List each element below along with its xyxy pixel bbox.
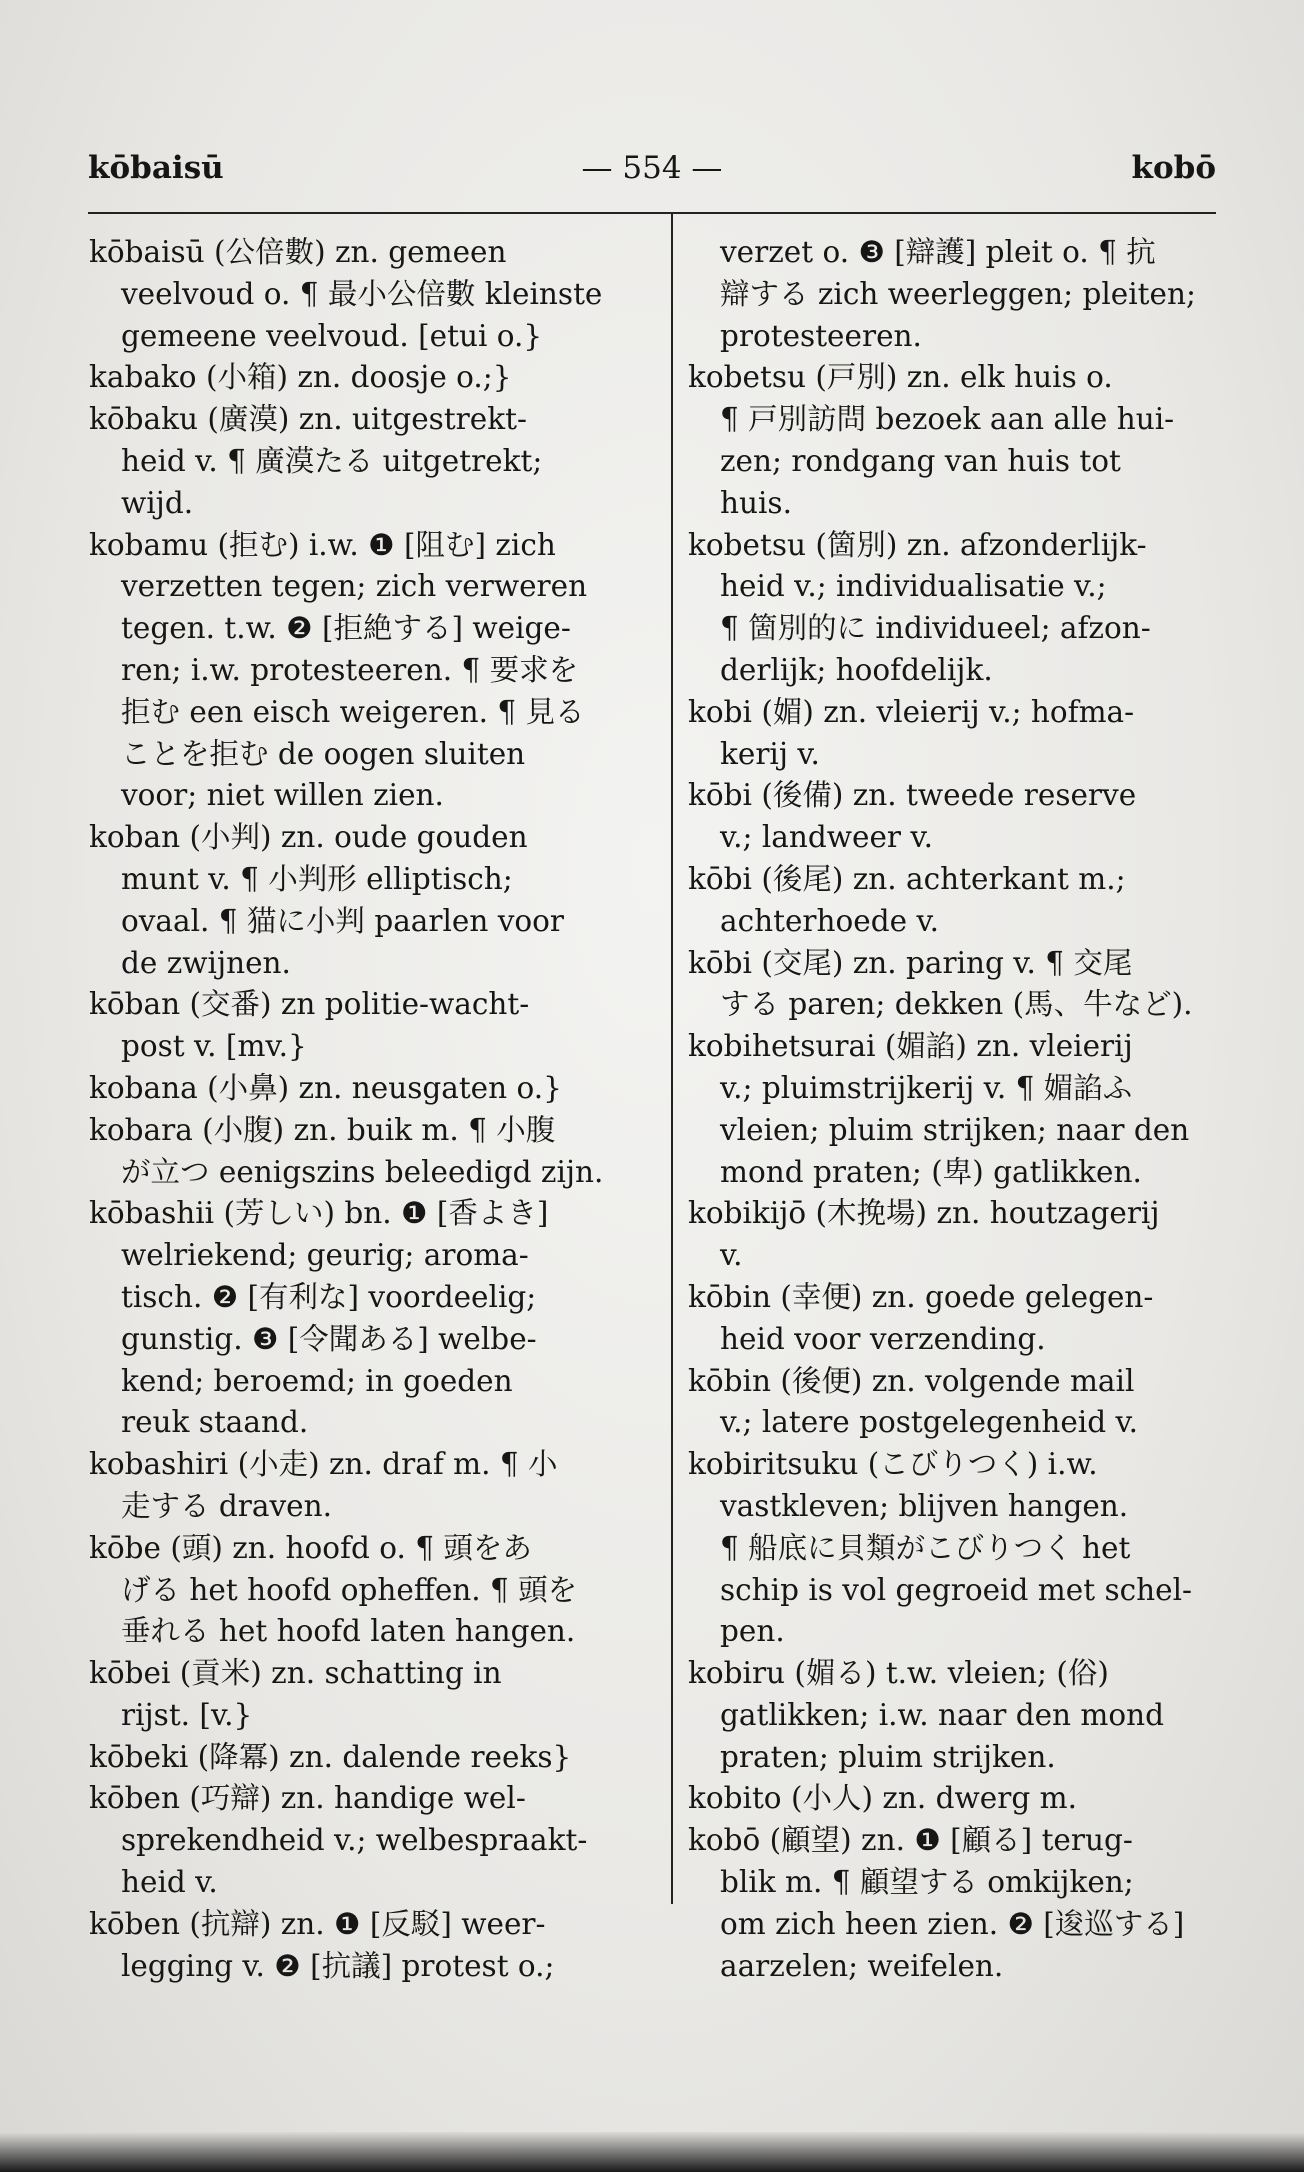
entry-text-line: gunstig. ❸ [令聞ある] welbe-: [121, 1321, 537, 1356]
entry-text-line: zen; rondgang van huis tot: [720, 443, 1121, 478]
entry-text-line: aarzelen; weifelen.: [720, 1948, 1004, 1983]
entry-headword-line: kobi (媚) zn. vleierij v.; hofma-: [688, 694, 1135, 729]
entry-text-line: verzet o. ❸ [辯護] pleit o. ¶ 抗: [720, 235, 1156, 269]
entry-text-line: kerij v.: [720, 736, 820, 771]
entry-headword-line: kobiritsuku (こびりつく) i.w.: [688, 1447, 1098, 1482]
entry-text-line: vleien; pluim strijken; naar den: [720, 1112, 1190, 1147]
entry-text-line: praten; pluim strijken.: [720, 1739, 1056, 1774]
entry-text-line: vastkleven; blijven hangen.: [720, 1488, 1129, 1523]
entry-text-line: v.; pluimstrijkerij v. ¶ 媚諂ふ: [720, 1070, 1133, 1105]
entry-text-line: welriekend; geurig; aroma-: [121, 1238, 529, 1273]
entry-text-line: ことを拒む de oogen sluiten: [121, 736, 526, 771]
entry-text-line: gemeene veelvoud. [etui o.}: [121, 318, 543, 353]
column-divider: [671, 214, 673, 1904]
entry-headword-line: kabako (小箱) zn. doosje o.;}: [89, 360, 512, 395]
entry-headword-line: kobana (小鼻) zn. neusgaten o.}: [89, 1070, 562, 1105]
entry-text-line: sprekendheid v.; welbespraakt-: [121, 1823, 588, 1858]
entry-text-line: derlijk; hoofdelijk.: [720, 652, 993, 687]
entry-text-line: protesteeren.: [720, 318, 922, 353]
entry-headword-line: koban (小判) zn. oude gouden: [89, 820, 528, 855]
page-header: [88, 150, 1216, 200]
entry-headword-line: kobō (顧望) zn. ❶ [顧る] terug-: [688, 1823, 1133, 1858]
entry-text-line: achterhoede v.: [720, 903, 940, 938]
entry-text-line: reuk staand.: [121, 1405, 309, 1440]
entry-headword-line: kōbi (後備) zn. tweede reserve: [688, 778, 1137, 813]
entry-text-line: v.: [720, 1238, 743, 1273]
entry-headword-line: kōbeki (降冪) zn. dalende reeks}: [89, 1739, 572, 1774]
entry-headword-line: kōbi (後尾) zn. achterkant m.;: [688, 861, 1126, 896]
entry-headword-line: kōben (抗辯) zn. ❶ [反駁] weer-: [89, 1906, 546, 1941]
entry-text-line: が立つ eenigszins beleedigd zijn.: [121, 1154, 604, 1189]
entry-text-line: wijd.: [121, 485, 194, 520]
entry-headword-line: kōbashii (芳しい) bn. ❶ [香よき]: [89, 1196, 549, 1231]
entry-text-line: する paren; dekken (馬、牛など).: [720, 987, 1193, 1022]
right-column: [688, 232, 1223, 1987]
entry-headword-line: kobashiri (小走) zn. draf m. ¶ 小: [89, 1447, 558, 1482]
entry-headword-line: kobamu (拒む) i.w. ❶ [阻む] zich: [89, 527, 556, 562]
entry-text-line: ¶ 船底に貝類がこびりつく het: [720, 1530, 1131, 1565]
entry-text-line: 拒む een eisch weigeren. ¶ 見る: [121, 694, 585, 729]
entry-headword-line: kōbaku (廣漠) zn. uitgestrekt-: [89, 402, 527, 437]
header-rule: [88, 212, 1216, 214]
entry-headword-line: kōbaisū (公倍數) zn. gemeen: [89, 235, 507, 269]
entry-headword-line: kobito (小人) zn. dwerg m.: [688, 1781, 1077, 1816]
entry-text-line: heid v.: [121, 1865, 218, 1900]
entry-text-line: legging v. ❷ [抗議] protest o.;: [121, 1948, 555, 1983]
entry-headword-line: kobetsu (箇別) zn. afzonderlijk-: [688, 527, 1147, 562]
entry-text-line: mond praten; (卑) gatlikken.: [720, 1154, 1142, 1189]
entry-text-line: rijst. [v.}: [121, 1697, 253, 1732]
entry-text-line: ovaal. ¶ 猫に小判 paarlen voor: [121, 903, 565, 938]
page-number: — 554 —: [581, 150, 723, 186]
entry-headword-line: kōbei (貢米) zn. schatting in: [89, 1656, 502, 1691]
entry-text-line: ¶ 箇別的に individueel; afzon-: [720, 611, 1151, 646]
entry-headword-line: kobara (小腹) zn. buik m. ¶ 小腹: [89, 1112, 556, 1147]
entry-text-line: heid v. ¶ 廣漠たる uitgetrekt;: [121, 443, 543, 478]
entry-text-line: 走する draven.: [121, 1488, 332, 1523]
entry-text-line: 辯する zich weerleggen; pleiten;: [720, 276, 1196, 311]
entry-text-line: post v. [mv.}: [121, 1029, 307, 1064]
entry-text-line: kend; beroemd; in goeden: [121, 1363, 513, 1398]
entry-text-line: 垂れる het hoofd laten hangen.: [121, 1614, 576, 1649]
header-last-entry: kobō: [1131, 150, 1216, 186]
entry-text-line: v.; landweer v.: [720, 820, 933, 855]
entry-headword-line: kōben (巧辯) zn. handige wel-: [89, 1781, 526, 1816]
entry-headword-line: kobiru (媚る) t.w. vleien; (俗): [688, 1656, 1109, 1691]
entry-headword-line: kobihetsurai (媚諂) zn. vleierij: [688, 1029, 1133, 1064]
entry-headword-line: kobikijō (木挽場) zn. houtzagerij: [688, 1196, 1160, 1231]
entry-text-line: veelvoud o. ¶ 最小公倍數 kleinste: [121, 276, 603, 311]
entry-text-line: げる het hoofd opheffen. ¶ 頭を: [121, 1572, 578, 1607]
entry-text-line: heid v.; individualisatie v.;: [720, 569, 1107, 604]
entry-text-line: ren; i.w. protesteeren. ¶ 要求を: [121, 652, 579, 687]
entry-headword-line: kōbe (頭) zn. hoofd o. ¶ 頭をあ: [89, 1530, 532, 1565]
entry-text-line: de zwijnen.: [121, 945, 291, 980]
entry-text-line: heid voor verzending.: [720, 1321, 1046, 1356]
entry-text-line: voor; niet willen zien.: [121, 778, 444, 813]
header-first-entry: kōbaisū: [88, 150, 224, 186]
entry-text-line: schip is vol gegroeid met schel-: [720, 1572, 1192, 1607]
left-column: [89, 232, 624, 1987]
entry-text-line: munt v. ¶ 小判形 elliptisch;: [121, 861, 513, 896]
entry-text-line: blik m. ¶ 顧望する omkijken;: [720, 1865, 1134, 1900]
entry-text-line: ¶ 戸別訪問 bezoek aan alle hui-: [720, 402, 1175, 437]
entry-text-line: om zich heen zien. ❷ [逡巡する]: [720, 1906, 1185, 1941]
entry-text-line: huis.: [720, 485, 792, 520]
page-bottom-edge: [0, 2132, 1304, 2172]
entry-headword-line: kōbi (交尾) zn. paring v. ¶ 交尾: [688, 945, 1133, 980]
entry-headword-line: kōbin (幸便) zn. goede gelegen-: [688, 1279, 1154, 1314]
entry-text-line: verzetten tegen; zich verweren: [121, 569, 588, 604]
entry-headword-line: kōbin (後便) zn. volgende mail: [688, 1363, 1135, 1398]
entry-headword-line: kobetsu (戸別) zn. elk huis o.: [688, 360, 1113, 395]
entry-text-line: tegen. t.w. ❷ [拒絶する] weige-: [121, 611, 571, 646]
entry-text-line: gatlikken; i.w. naar den mond: [720, 1697, 1165, 1732]
entry-headword-line: kōban (交番) zn politie-wacht-: [89, 987, 530, 1022]
entry-text-line: tisch. ❷ [有利な] voordeelig;: [121, 1279, 537, 1314]
entry-text-line: pen.: [720, 1614, 785, 1649]
entry-text-line: v.; latere postgelegenheid v.: [720, 1405, 1139, 1440]
